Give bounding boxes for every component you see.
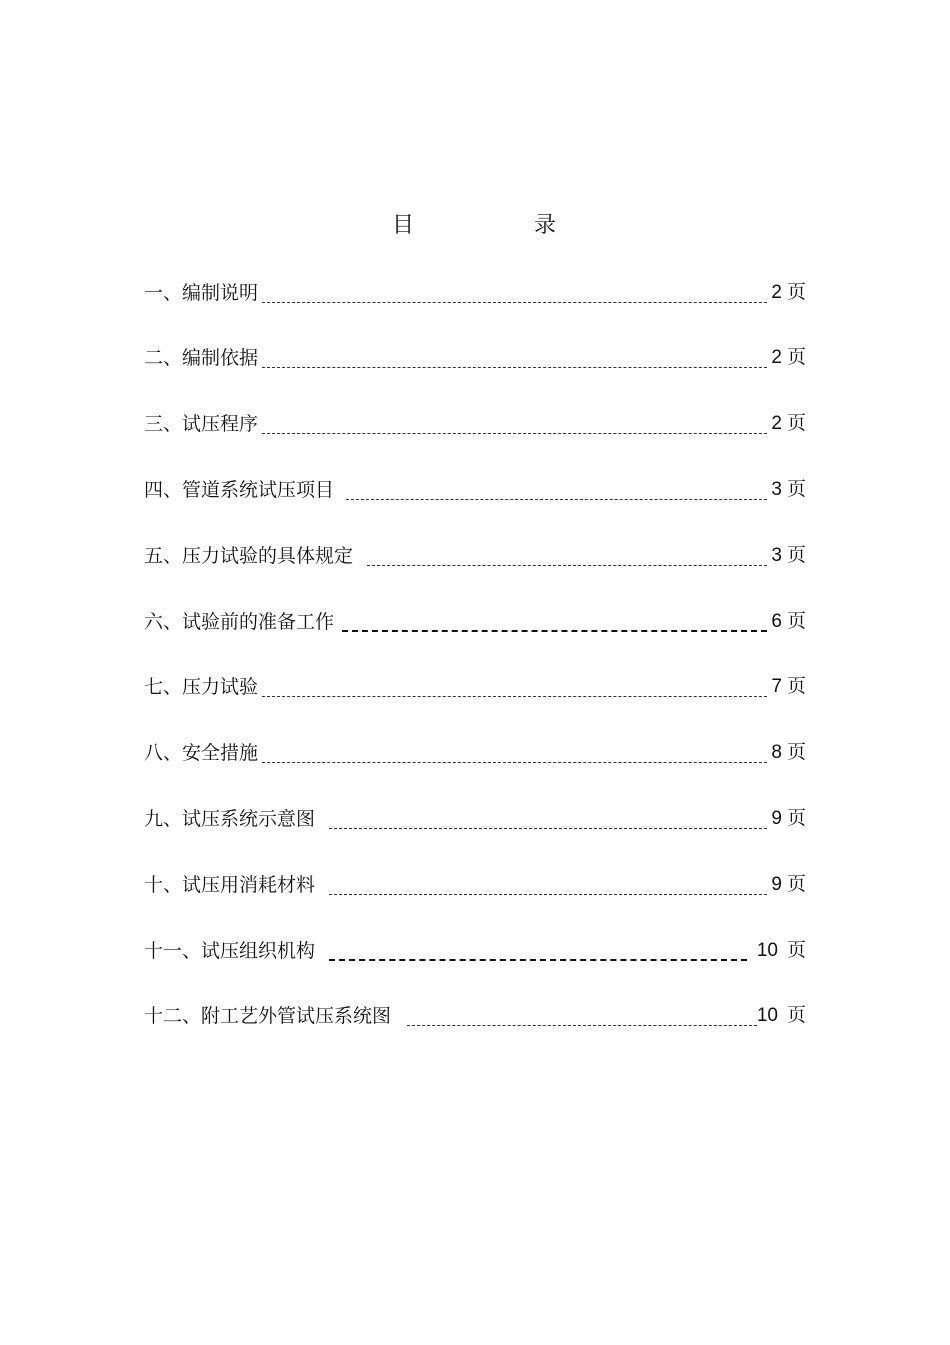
- toc-entry-label: 四、管道系统试压项目: [144, 479, 335, 501]
- toc-entry-page: [757, 933, 806, 968]
- toc-page-unit: 页: [786, 741, 806, 763]
- toc-entry[interactable]: [144, 934, 806, 968]
- toc-entry[interactable]: [144, 276, 806, 310]
- toc-leader-dots: [262, 302, 767, 303]
- toc-entry-label: 五、压力试验的具体规定: [144, 545, 354, 567]
- toc-entry[interactable]: [144, 802, 806, 836]
- toc-page-unit: 页: [786, 675, 806, 697]
- toc-leader-dots: [262, 367, 767, 368]
- toc-entry-label: 十、试压用消耗材料: [144, 874, 316, 896]
- toc-page-unit: 页: [786, 281, 806, 303]
- toc-entry[interactable]: [144, 670, 806, 704]
- toc-leader-dots: [329, 894, 767, 895]
- toc-entry-page: [771, 604, 806, 639]
- toc-leader-dots: [407, 1025, 757, 1026]
- toc-entry[interactable]: [144, 407, 806, 441]
- toc-page-number: 10: [756, 1005, 778, 1026]
- toc-entry-page: [771, 472, 806, 507]
- toc-entry-page: [771, 801, 806, 836]
- toc-entry-label: 十二、附工艺外管试压系统图: [144, 1005, 392, 1027]
- toc-page-number: 6: [771, 611, 782, 632]
- toc-entry[interactable]: [144, 605, 806, 639]
- toc-entry-label: 二、编制依据: [144, 347, 259, 369]
- toc-page-number: 7: [771, 676, 782, 697]
- toc-entry[interactable]: [144, 868, 806, 902]
- toc-page-unit: 页: [786, 1004, 806, 1026]
- toc-entry[interactable]: [144, 539, 806, 573]
- toc-page-number: 9: [771, 874, 782, 895]
- toc-entry[interactable]: [144, 999, 806, 1033]
- toc-entry[interactable]: [144, 736, 806, 770]
- toc-page-number: 2: [771, 282, 782, 303]
- toc-title-char-2: 录: [534, 213, 557, 238]
- toc-entry-page: [771, 867, 806, 902]
- toc-entry-page: [771, 275, 806, 310]
- toc-page-unit: 页: [786, 807, 806, 829]
- toc-entry-page: [771, 406, 806, 441]
- toc-leader-dots: [367, 565, 767, 566]
- toc-page-unit: 页: [786, 478, 806, 500]
- toc-leader-dots: [329, 828, 767, 829]
- toc-entry-page: [771, 669, 806, 704]
- toc-page-unit: 页: [786, 412, 806, 434]
- toc-page-number: 2: [771, 347, 782, 368]
- toc-title-char-1: 目: [392, 213, 415, 238]
- toc-page-unit: 页: [786, 873, 806, 895]
- toc-page-number: 3: [771, 545, 782, 566]
- toc-page-unit: 页: [786, 544, 806, 566]
- toc-entry-label: 十一、试压组织机构: [144, 940, 316, 962]
- toc-leader-dots: [346, 499, 767, 500]
- toc-leader-dots: [342, 630, 767, 632]
- toc-entry-page: [757, 998, 806, 1033]
- toc-page-unit: 页: [786, 610, 806, 632]
- toc-entry-page: [771, 340, 806, 375]
- toc-leader-dots: [262, 762, 767, 763]
- toc-title: [0, 210, 950, 242]
- toc-entry-label: 八、安全措施: [144, 742, 259, 764]
- toc-page-number: 9: [771, 808, 782, 829]
- toc-entry-label: 六、试验前的准备工作: [144, 611, 335, 633]
- toc-entry-page: [771, 735, 806, 770]
- toc-entry-label: 七、压力试验: [144, 676, 259, 698]
- toc-page-number: 8: [771, 742, 782, 763]
- toc-page-number: 2: [771, 413, 782, 434]
- toc-leader-dots: [329, 959, 747, 961]
- toc-entry[interactable]: [144, 473, 806, 507]
- toc-leader-dots: [262, 696, 767, 697]
- toc-page-unit: 页: [786, 939, 806, 961]
- toc-entry-label: 三、试压程序: [144, 413, 259, 435]
- toc-entry-label: 一、编制说明: [144, 282, 259, 304]
- toc-page-unit: 页: [786, 346, 806, 368]
- toc-page-number: 3: [771, 479, 782, 500]
- toc-leader-dots: [262, 433, 767, 434]
- toc-entry[interactable]: [144, 341, 806, 375]
- toc-page-number: 10: [756, 940, 778, 961]
- toc-entry-label: 九、试压系统示意图: [144, 808, 316, 830]
- toc-entry-page: [771, 538, 806, 573]
